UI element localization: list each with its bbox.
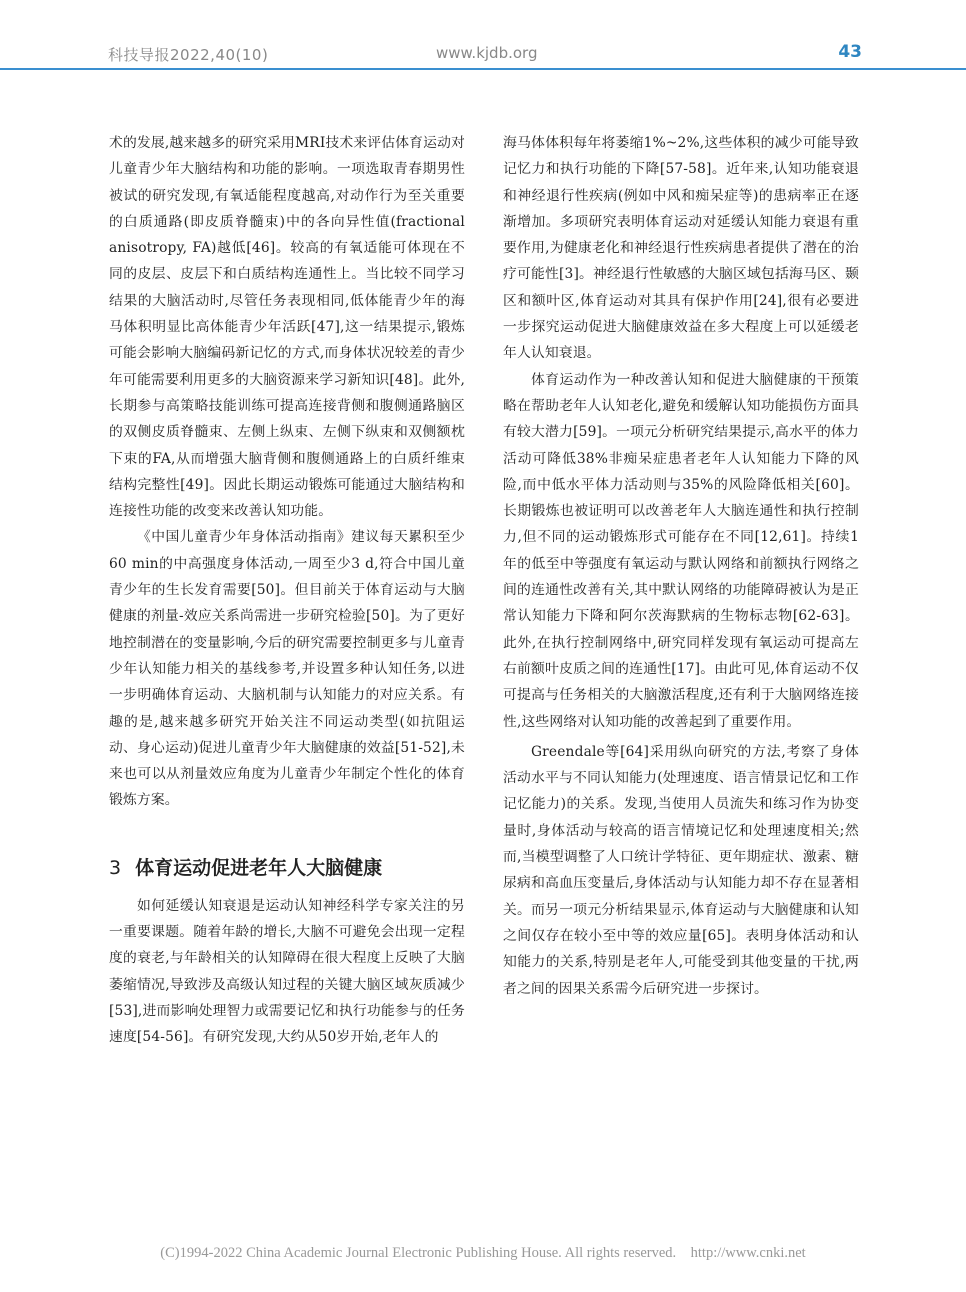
right-column (503, 130, 859, 1002)
paragraph: 海马体体积每年将萎缩1%~2%,这些体积的减少可能导致记忆力和执行功能的下降[57-58]。近年来,认知功能衰退和神经退行性疾病(例如中风和痴呆症等)的患病率正在逐渐增加。多项研究表明体育运动对延缓认知能力衰退有重要作用,为健康老化和神经退行性疾病患者提供了潜在的治疗可能性[3]。神经退行性敏感的大脑区域包括海马区、颞区和额叶区,体育运动对其具有保护作用[24],很有必要进一步探究运动促进大脑健康效益在多大程度上可以延缓老年人认知衰退。 (503, 135, 859, 362)
section-title: 体育运动促进老年人大脑健康 (135, 856, 383, 879)
copyright-footer: (C)1994-2022 China Academic Journal Electronic Publishing House. All rights reserved. http://www.cnki.net (160, 1245, 806, 1261)
journal-url[interactable]: www.kjdb.org (436, 44, 538, 62)
paragraph: 术的发展,越来越多的研究采用MRI技术来评估体育运动对儿童青少年大脑结构和功能的影响。一项选取青春期男性被试的研究发现,有氧适能程度越高,对动作行为至关重要的白质通路(即皮质脊髓束)中的各向异性值(fractional anisotropy, FA)越低[46]。较高的有氧适能可体现在不同的皮层、皮层下和白质结构连通性上。当比较不同学习结果的大脑活动时,尽管任务表现相同,低体能青少年的海马体积明显比高体能青少年活跃[47],这一结果提示,锻炼可能会影响大脑编码新记忆的方式,而身体状况较差的青少年可能需要利用更多的大脑资源来学习新知识[48]。此外,长期参与高策略技能训练可提高连接背侧和腹侧通路脑区的双侧皮质脊髓束、左侧上纵束、左侧下纵束和双侧额枕下束的FA,从而增强大脑背侧和腹侧通路上的白质纤维束结构完整性[49]。因此长期运动锻炼可能通过大脑结构和连接性功能的改变来改善认知功能。 (109, 135, 465, 520)
journal-name: 科技导报2022,40(10) (108, 46, 269, 64)
paragraph: 如何延缓认知衰退是运动认知神经科学专家关注的另一重要课题。随着年龄的增长,大脑不可避免会出现一定程度的衰老,与年龄相关的认知障碍在很大程度上反映了大脑萎缩情况,导致涉及高级认知过程的关键大脑区域灰质减少[53],进而影响处理智力或需要记忆和执行功能参与的任务速度[54-56]。有研究发现,大约从50岁开始,老年人的 (109, 897, 465, 1046)
header-rule (0, 68, 966, 70)
section-heading (109, 853, 465, 883)
section-number: 3 (109, 856, 122, 879)
page-header (0, 0, 966, 72)
paragraph: 《中国儿童青少年身体活动指南》建议每天累积至少60 min的中高强度身体活动,一周至少3 d,符合中国儿童青少年的生长发育需要[50]。但目前关于体育运动与大脑健康的剂量-效应关系尚需进一步研究检验[50]。为了更好地控制潜在的变量影响,今后的研究需要控制更多与儿童青少年认知能力相关的基线参考,并设置多种认知任务,以进一步明确体育运动、大脑机制与认知能力的对应关系。有趣的是,越来越多研究开始关注不同运动类型(如抗阻运动、身心运动)促进儿童青少年大脑健康的效益[51-52],未来也可以从剂量效应角度为儿童青少年制定个性化的体育锻炼方案。 (109, 529, 465, 809)
page-number: 43 (838, 42, 862, 62)
left-column (109, 130, 465, 1051)
paragraph: 体育运动作为一种改善认知和促进大脑健康的干预策略在帮助老年人认知老化,避免和缓解认知功能损伤方面具有较大潜力[59]。一项元分析研究结果提示,高水平的体力活动可降低38%非痴呆症患者老年人认知能力下降的风险,而中低水平体力活动则与35%的风险降低相关[60]。长期锻炼也被证明可以改善老年人大脑连通性和执行控制力,但不同的运动锻炼形式可能存在不同[12,61]。持续1年的低至中等强度有氧运动与默认网络和前额执行网络之间的连通性改善有关,其中默认网络的功能障碍被认为是正常认知能力下降和阿尔茨海默病的生物标志物[62-63]。此外,在执行控制网络中,研究同样发现有氧运动可提高左右前额叶皮质之间的连通性[17]。由此可见,体育运动不仅可提高与任务相关的大脑激活程度,还有利于大脑网络连接性,这些网络对认知功能的改善起到了重要作用。 (503, 371, 859, 730)
paragraph: Greendale等[64]采用纵向研究的方法,考察了身体活动水平与不同认知能力(处理速度、语言情景记忆和工作记忆能力)的关系。发现,当使用人员流失和练习作为协变量时,身体活动与较高的语言情境记忆和处理速度相关;然而,当模型调整了人口统计学特征、更年期症状、激素、糖尿病和高血压变量后,身体活动与认知能力却不存在显著相关。而另一项元分析结果显示,体育运动与大脑健康和认知之间仅存在较小至中等的效应量[65]。表明身体活动和认知能力的关系,特别是老年人,可能受到其他变量的干扰,两者之间的因果关系需今后研究进一步探讨。 (503, 743, 859, 997)
